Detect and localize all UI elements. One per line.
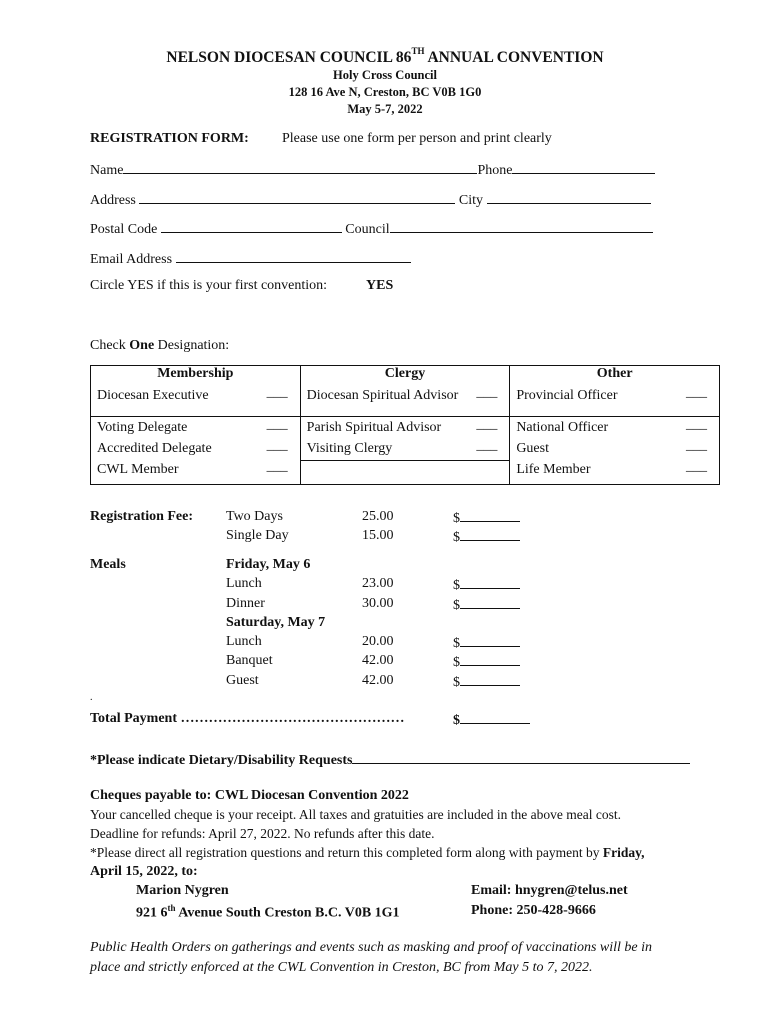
return-date-bold: Friday, xyxy=(602,845,645,860)
phone-label: Phone xyxy=(477,163,513,178)
postal-code-field[interactable] xyxy=(161,219,342,233)
designation-option[interactable] xyxy=(97,386,294,407)
refund-deadline: Deadline for refunds: April 27, 2022. No refunds after this date. xyxy=(90,826,435,841)
option-label: CWL Member xyxy=(97,462,179,477)
fee-price: 25.00 xyxy=(362,509,394,524)
fee-price: 15.00 xyxy=(362,528,394,543)
option-blank: ___ xyxy=(686,459,707,474)
designation-option[interactable] xyxy=(516,460,713,481)
amount-blank[interactable] xyxy=(460,673,520,686)
contact-phone: Phone: 250-428-9666 xyxy=(471,903,596,918)
clergy-cell-bottom xyxy=(300,417,510,485)
amount-blank[interactable] xyxy=(460,576,520,589)
designation-option[interactable] xyxy=(516,386,713,407)
postal-code-label: Postal Code xyxy=(90,222,158,237)
return-date: April 15, 2022, to: xyxy=(90,864,198,879)
other-cell-top xyxy=(510,366,720,417)
amount-blank[interactable] xyxy=(460,528,520,541)
health-notice-line1: Public Health Orders on gatherings and events such as masking and proof of vaccinations will be in xyxy=(90,940,653,955)
contact-name: Marion Nygren xyxy=(136,883,229,898)
other-cell-bottom xyxy=(510,417,720,485)
dollar-sign: $ xyxy=(453,655,460,670)
membership-cell-bottom xyxy=(91,417,301,485)
clergy-subcell xyxy=(301,417,510,461)
friday-heading: Friday, May 6 xyxy=(226,557,311,572)
registration-instruction: Please use one form per person and print clearly xyxy=(282,131,552,146)
amount-blank[interactable] xyxy=(460,634,520,647)
amount-field[interactable] xyxy=(453,576,520,594)
amount-field[interactable] xyxy=(453,528,520,546)
fee-price: 42.00 xyxy=(362,653,394,668)
dollar-sign: $ xyxy=(453,713,460,728)
council-label: Council xyxy=(345,222,390,237)
convention-dates: May 5-7, 2022 xyxy=(347,102,423,116)
contact-email[interactable]: Email: hnygren@telus.net xyxy=(471,883,628,898)
clergy-header: Clergy xyxy=(384,366,426,381)
option-blank: ___ xyxy=(476,385,498,400)
address-text: 921 6 xyxy=(136,905,168,921)
check-text: Check xyxy=(90,338,130,353)
email-label: Email Address xyxy=(90,252,173,267)
option-label: Guest xyxy=(516,441,549,456)
contact-address xyxy=(136,903,400,922)
fee-price: 42.00 xyxy=(362,673,394,688)
other-header: Other xyxy=(596,366,633,381)
total-amount-field[interactable] xyxy=(453,711,530,729)
dollar-sign: $ xyxy=(453,636,460,651)
council-field[interactable] xyxy=(390,219,653,233)
designation-option[interactable] xyxy=(97,418,294,439)
option-blank: ___ xyxy=(266,438,288,453)
dollar-sign: $ xyxy=(453,511,460,526)
designation-option[interactable] xyxy=(516,418,713,439)
dietary-row xyxy=(90,750,690,769)
return-instructions xyxy=(90,845,645,861)
phone-field[interactable] xyxy=(512,160,655,174)
designation-option[interactable] xyxy=(516,439,713,460)
option-label: Diocesan Spiritual Advisor xyxy=(306,388,459,403)
dietary-label: *Please indicate Dietary/Disability Requests xyxy=(90,753,353,768)
registration-fee-label: Registration Fee: xyxy=(90,509,194,524)
dietary-field[interactable] xyxy=(352,750,690,764)
fee-item: Lunch xyxy=(226,634,262,649)
designation-instruction xyxy=(90,338,229,354)
email-row xyxy=(90,249,411,268)
name-label: Name xyxy=(90,163,124,178)
dollar-sign: $ xyxy=(453,578,460,593)
option-label: National Officer xyxy=(516,420,609,435)
dollar-sign: $ xyxy=(453,598,460,613)
amount-field[interactable] xyxy=(453,596,520,614)
registration-form-label: REGISTRATION FORM: xyxy=(90,131,249,146)
membership-header: Membership xyxy=(157,366,234,381)
option-label: Voting Delegate xyxy=(97,420,188,435)
dollar-sign: $ xyxy=(453,530,460,545)
total-blank[interactable] xyxy=(460,711,530,724)
cheques-payable: Cheques payable to: CWL Diocesan Convention 2022 xyxy=(90,788,409,803)
receipt-note: Your cancelled cheque is your receipt. All taxes and gratuities are included in the above meal cost. xyxy=(90,807,621,822)
option-label: Visiting Clergy xyxy=(306,441,393,456)
city-label: City xyxy=(458,193,484,208)
option-blank: ___ xyxy=(686,385,707,400)
membership-cell-top xyxy=(91,366,301,417)
address-text-end: Avenue South Creston B.C. V0B 1G1 xyxy=(175,905,400,921)
title-superscript: TH xyxy=(411,46,425,56)
stray-dot: . xyxy=(90,692,93,703)
option-label: Parish Spiritual Advisor xyxy=(306,420,442,435)
amount-blank[interactable] xyxy=(460,653,520,666)
fee-item: Lunch xyxy=(226,576,262,591)
fee-price: 30.00 xyxy=(362,596,394,611)
meals-label: Meals xyxy=(90,557,126,572)
council-name: Holy Cross Council xyxy=(333,68,437,82)
yes-option[interactable]: YES xyxy=(366,278,394,293)
city-field[interactable] xyxy=(487,190,651,204)
designation-option[interactable] xyxy=(307,386,504,407)
page-title xyxy=(0,48,770,67)
council-address: 128 16 Ave N, Creston, BC V0B 1G0 xyxy=(288,85,482,99)
designation-option[interactable] xyxy=(97,439,294,460)
amount-field[interactable] xyxy=(453,653,520,671)
option-blank: ___ xyxy=(476,417,498,432)
designation-option[interactable] xyxy=(307,418,504,439)
health-notice-line2: place and strictly enforced at the CWL Convention in Creston, BC from May 5 to 7, 2022. xyxy=(90,960,593,975)
designation-option[interactable] xyxy=(97,460,294,481)
designation-table xyxy=(90,365,720,485)
total-payment-label: Total Payment ………………………………………… xyxy=(90,711,405,726)
name-row xyxy=(90,160,655,179)
option-label: Diocesan Executive xyxy=(97,388,209,403)
fee-item: Guest xyxy=(226,673,259,688)
option-blank: ___ xyxy=(686,417,707,432)
amount-field[interactable] xyxy=(453,634,520,652)
fee-item: Single Day xyxy=(226,528,289,543)
fee-item: Dinner xyxy=(226,596,265,611)
name-field[interactable] xyxy=(123,160,477,174)
postal-row xyxy=(90,219,653,238)
title-text: NELSON DIOCESAN COUNCIL 86 xyxy=(166,49,412,67)
fee-item: Two Days xyxy=(226,509,283,524)
check-one-text: One xyxy=(129,338,155,353)
amount-field[interactable] xyxy=(453,673,520,691)
option-label: Life Member xyxy=(516,462,591,477)
option-label: Provincial Officer xyxy=(516,388,618,403)
fee-item: Banquet xyxy=(226,653,273,668)
first-convention-label: Circle YES if this is your first convention: xyxy=(90,278,328,293)
option-blank: ___ xyxy=(476,438,498,453)
check-text-end: Designation: xyxy=(154,338,230,353)
dollar-sign: $ xyxy=(453,675,460,690)
fee-price: 20.00 xyxy=(362,634,394,649)
address-label: Address xyxy=(90,193,136,208)
email-field[interactable] xyxy=(176,249,411,263)
amount-blank[interactable] xyxy=(460,509,520,522)
option-blank: ___ xyxy=(266,385,288,400)
option-blank: ___ xyxy=(266,417,288,432)
option-blank: ___ xyxy=(266,459,288,474)
return-text: *Please direct all registration questions and return this completed form along with payment by xyxy=(90,845,603,860)
saturday-heading: Saturday, May 7 xyxy=(226,615,326,630)
fee-price: 23.00 xyxy=(362,576,394,591)
option-label: Accredited Delegate xyxy=(97,441,212,456)
amount-field[interactable] xyxy=(453,509,520,527)
address-field[interactable] xyxy=(139,190,455,204)
option-blank: ___ xyxy=(686,438,707,453)
clergy-cell-top xyxy=(300,366,510,417)
designation-option[interactable] xyxy=(307,439,504,460)
address-row xyxy=(90,190,651,209)
amount-blank[interactable] xyxy=(460,596,520,609)
address-superscript: th xyxy=(167,903,176,913)
title-text-end: ANNUAL CONVENTION xyxy=(424,49,604,67)
